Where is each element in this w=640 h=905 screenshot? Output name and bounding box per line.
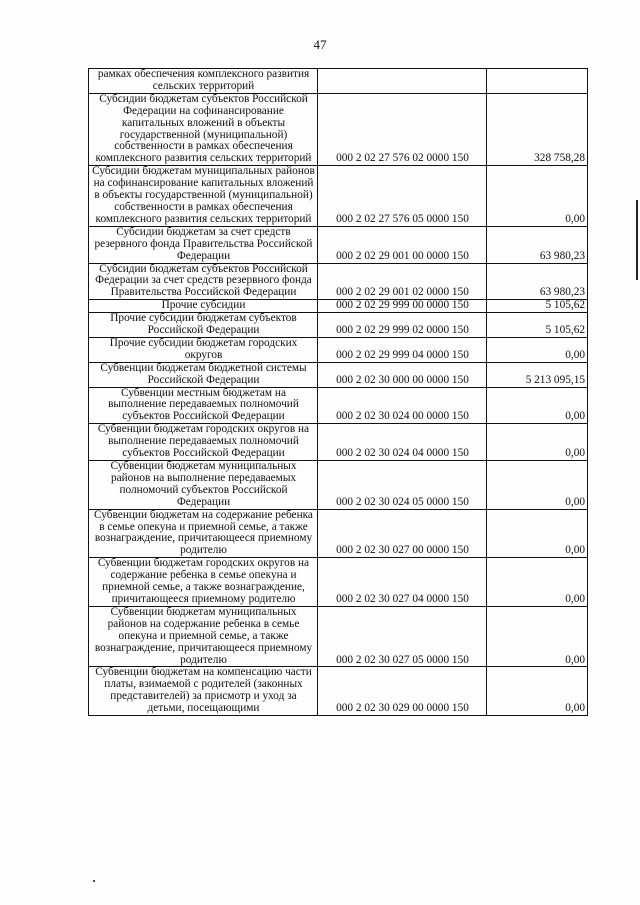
row-amount: 0,00 [487,606,588,667]
row-name: Субвенции бюджетам муниципальных районов на выполнение передаваемых полномочий субъектов Российской Федерации [89,461,318,510]
table-row [89,461,588,510]
row-code: 000 2 02 30 027 04 0000 150 [318,558,487,607]
table-row [89,337,588,362]
row-amount: 328 758,28 [487,93,588,165]
row-code: 000 2 02 30 000 00 0000 150 [318,362,487,387]
table-row [89,313,588,338]
row-amount: 63 980,23 [487,263,588,300]
row-amount: 5 105,62 [487,300,588,313]
row-code: 000 2 02 29 999 02 0000 150 [318,313,487,338]
row-code: 000 2 02 30 029 00 0000 150 [318,667,487,716]
row-amount: 0,00 [487,166,588,227]
table-row [89,606,588,667]
scan-edge-mark [636,200,638,280]
row-name: Субвенции бюджетам бюджетной системы Российской Федерации [89,362,318,387]
table-row [89,509,588,558]
row-code: 000 2 02 29 999 04 0000 150 [318,337,487,362]
row-amount: 0,00 [487,509,588,558]
row-amount: 63 980,23 [487,226,588,263]
row-name: Субвенции бюджетам на компенсацию части платы, взимаемой с родителей (законных представителей) за присмотр и уход за детьми, посещающими [89,667,318,716]
table-row [89,667,588,716]
row-code: 000 2 02 29 999 00 0000 150 [318,300,487,313]
row-code: 000 2 02 30 027 00 0000 150 [318,509,487,558]
row-name: Субвенции бюджетам на содержание ребенка в семье опекуна и приемной семье, а также вознаграждение, причитающееся приемному родителю [89,509,318,558]
row-code: 000 2 02 30 024 05 0000 150 [318,461,487,510]
table-row [89,263,588,300]
row-amount: 0,00 [487,424,588,461]
table-row [89,558,588,607]
row-code: 000 2 02 30 027 05 0000 150 [318,606,487,667]
row-name: Субсидии бюджетам муниципальных районов на софинансирование капитальных вложений в объекты государственной (муниципальной) собственности в рамках обеспечения комплексного развития сельских территорий [89,166,318,227]
row-name: Прочие субсидии бюджетам субъектов Российской Федерации [89,313,318,338]
row-amount: 0,00 [487,461,588,510]
row-amount: 0,00 [487,387,588,424]
row-amount: 0,00 [487,558,588,607]
row-code: 000 2 02 30 024 00 0000 150 [318,387,487,424]
table-row [89,69,588,94]
row-code: 000 2 02 27 576 02 0000 150 [318,93,487,165]
table-row [89,226,588,263]
row-code: 000 2 02 30 024 04 0000 150 [318,424,487,461]
row-amount: 0,00 [487,667,588,716]
row-name: Субвенции бюджетам муниципальных районов на содержание ребенка в семье опекуна и приемной семье, а также вознаграждение, причитающееся приемному родителю [89,606,318,667]
row-code: 000 2 02 29 001 02 0000 150 [318,263,487,300]
row-amount: 0,00 [487,337,588,362]
table-row [89,93,588,165]
row-name: Субвенции бюджетам городских округов на выполнение передаваемых полномочий субъектов Российской Федерации [89,424,318,461]
scan-speck [93,880,95,882]
row-amount [487,69,588,94]
row-name: Субсидии бюджетам за счет средств резервного фонда Правительства Российской Федерации [89,226,318,263]
row-code: 000 2 02 29 001 00 0000 150 [318,226,487,263]
row-code [318,69,487,94]
row-name: Субсидии бюджетам субъектов Российской Федерации за счет средств резервного фонда Правительства Российской Федерации [89,263,318,300]
table-row [89,166,588,227]
table-row [89,362,588,387]
row-code: 000 2 02 27 576 05 0000 150 [318,166,487,227]
budget-revenue-table [88,68,588,716]
row-name: Субвенции бюджетам городских округов на содержание ребенка в семье опекуна и приемной семье, а также вознаграждение, причитающееся приемному родителю [89,558,318,607]
row-amount: 5 213 095,15 [487,362,588,387]
row-name: Субвенции местным бюджетам на выполнение передаваемых полномочий субъектов Российской Федерации [89,387,318,424]
table-row [89,387,588,424]
row-amount: 5 105,62 [487,313,588,338]
row-name: Прочие субсидии бюджетам городских округов [89,337,318,362]
table-row [89,424,588,461]
row-name: рамках обеспечения комплексного развития сельских территорий [89,69,318,94]
row-name: Прочие субсидии [89,300,318,313]
row-name: Субсидии бюджетам субъектов Российской Федерации на софинансирование капитальных вложений в объекты государственной (муниципальной) собственности в рамках обеспечения комплексного развития сельских территорий [89,93,318,165]
page-number: 47 [313,37,327,52]
table-row [89,300,588,313]
